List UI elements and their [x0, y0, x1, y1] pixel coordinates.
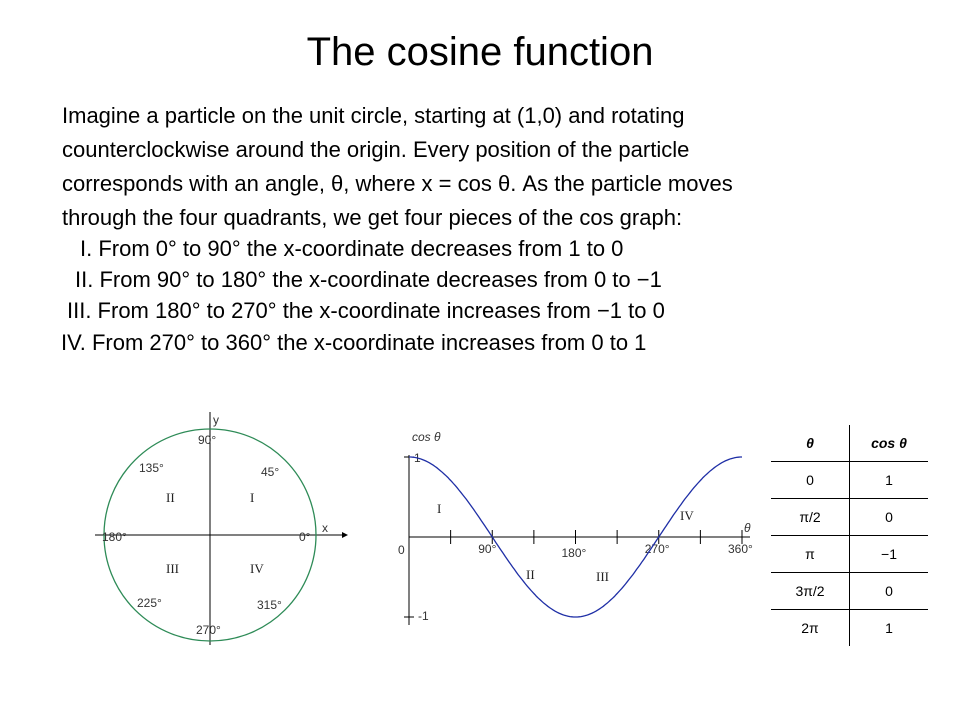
table-header-row [771, 425, 928, 462]
cosine-graph [390, 425, 753, 655]
angle-label-135: 135° [139, 461, 164, 475]
table-cell-angle: 0 [771, 462, 850, 499]
quadrant-line-i: I. From 0° to 90° the x-coordinate decreases from 1 to 0 [80, 236, 624, 261]
table-cell-angle: 3π/2 [771, 573, 850, 610]
y-axis-label: y [213, 413, 219, 427]
x-axis-label: θ [744, 521, 751, 535]
angle-label-315: 315° [257, 598, 282, 612]
quadrant-label-ii: II [166, 490, 175, 505]
quadrant-line-ii: II. From 90° to 180° the x-coordinate decreases from 0 to −1 [75, 267, 662, 292]
quadrant-line-iii: III. From 180° to 270° the x-coordinate increases from −1 to 0 [67, 298, 665, 323]
region-label-iii: III [596, 569, 609, 584]
quadrant-label-iii: III [166, 561, 179, 576]
intro-line: counterclockwise around the origin. Every position of the particle [62, 137, 690, 162]
unit-circle-diagram [90, 405, 370, 665]
intro-line: corresponds with an angle, θ, where x = cos θ. As the particle moves [62, 171, 733, 196]
table-header-cos: cos θ [871, 435, 907, 451]
x-ticks [451, 530, 753, 560]
intro-paragraph [62, 99, 932, 235]
origin-label: 0 [398, 543, 405, 557]
table-cell-value: 0 [850, 499, 929, 536]
y-axis-label: cos θ [412, 430, 441, 444]
x-axis-label: x [322, 521, 328, 535]
region-label-ii: II [526, 567, 535, 582]
x-tick-label: 360° [728, 542, 753, 556]
table-cell-value: 0 [850, 573, 929, 610]
y-tick-label-1: 1 [414, 451, 421, 465]
table-header-theta: θ [771, 425, 850, 462]
angle-label-270: 270° [196, 623, 221, 637]
intro-line: through the four quadrants, we get four pieces of the cos graph: [62, 205, 683, 230]
quadrant-label-i: I [250, 490, 255, 505]
quadrant-line-iv: IV. From 270° to 360° the x-coordinate increases from 0 to 1 [61, 330, 647, 355]
angle-label-180: 180° [102, 530, 127, 544]
angle-label-225: 225° [137, 596, 162, 610]
intro-line: Imagine a particle on the unit circle, starting at (1,0) and rotating [62, 103, 685, 128]
table-cell-angle: π/2 [771, 499, 850, 536]
region-label-i: I [437, 501, 442, 516]
table-cell-angle: π [771, 536, 850, 573]
region-label-iv: IV [680, 508, 694, 523]
table-cell-angle: 2π [771, 610, 850, 647]
quadrant-label-iv: IV [250, 561, 264, 576]
x-tick-label: 90° [478, 542, 497, 556]
table-cell-value: 1 [850, 462, 929, 499]
table-row [771, 462, 928, 499]
table-row [771, 499, 928, 536]
table-row [771, 610, 928, 647]
y-tick-label-neg1: -1 [418, 609, 429, 623]
x-tick-label: 270° [644, 542, 670, 556]
page-title: The cosine function [306, 30, 654, 74]
table-row [771, 573, 928, 610]
cosine-values-table [771, 425, 928, 646]
table-cell-value: −1 [850, 536, 929, 573]
table-cell-value: 1 [850, 610, 929, 647]
angle-label-0: 0° [299, 530, 311, 544]
x-tick-label: 180° [561, 546, 587, 560]
x-axis-arrow [342, 532, 348, 538]
angle-label-90: 90° [198, 433, 217, 447]
angle-label-45: 45° [261, 465, 280, 479]
table-row [771, 536, 928, 573]
